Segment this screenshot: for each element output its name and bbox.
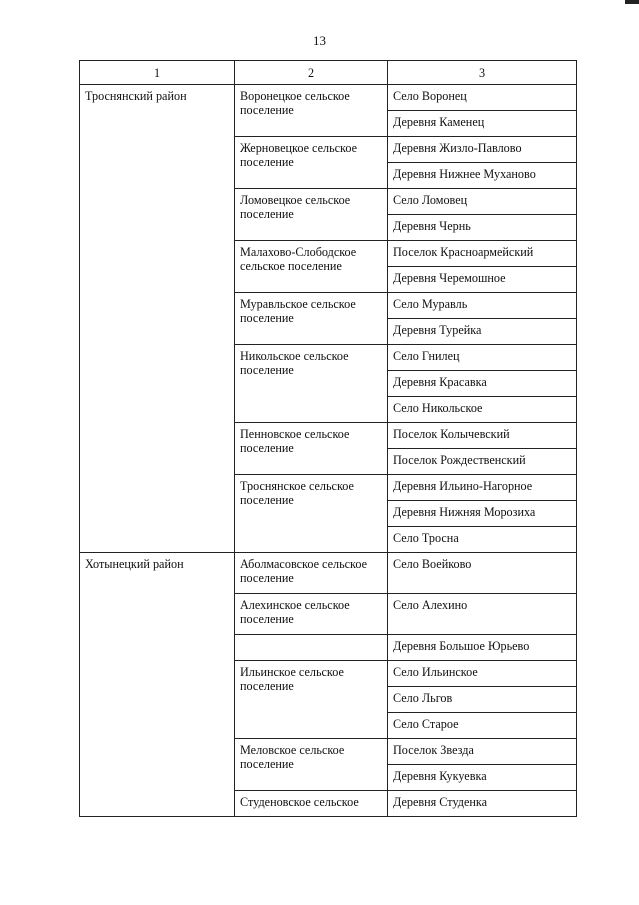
place-cell: [388, 371, 577, 397]
settlement-cell-text: Студеновское сельское: [240, 795, 359, 809]
settlement-cell: [235, 553, 388, 594]
column-header-2: 2: [235, 61, 388, 85]
place-cell-text: Село Муравль: [393, 297, 468, 311]
district-cell-text: Троснянский район: [85, 89, 187, 103]
place-cell: [388, 713, 577, 739]
settlement-cell: [235, 594, 388, 635]
place-cell-text: Поселок Рождественский: [393, 453, 526, 467]
settlement-cell: [235, 791, 388, 817]
settlement-cell: [235, 189, 388, 241]
place-cell-text: Село Старое: [393, 717, 459, 731]
settlement-cell: [235, 635, 388, 661]
settlement-cell-text: Малахово-Слободское сельское поселение: [240, 245, 357, 273]
place-cell-text: Деревня Каменец: [393, 115, 485, 129]
settlement-cell: [235, 475, 388, 553]
settlement-cell: [235, 423, 388, 475]
settlement-cell-text: Воронецкое сельское поселение: [240, 89, 350, 117]
place-cell: [388, 85, 577, 111]
place-cell-text: Село Тросна: [393, 531, 459, 545]
place-cell: [388, 241, 577, 267]
place-cell-text: Деревня Черемошное: [393, 271, 506, 285]
settlement-cell-text: Ломовецкое сельское поселение: [240, 193, 351, 221]
place-cell: [388, 501, 577, 527]
place-cell: [388, 293, 577, 319]
column-header-1: 1: [80, 61, 235, 85]
settlement-cell: [235, 293, 388, 345]
settlement-cell-text: Ильинское сельское поселение: [240, 665, 344, 693]
place-cell-text: Поселок Звезда: [393, 743, 474, 757]
place-cell: [388, 345, 577, 371]
place-cell: [388, 765, 577, 791]
settlement-cell-text: Пенновское сельское поселение: [240, 427, 350, 455]
place-cell-text: Село Льгов: [393, 691, 453, 705]
place-cell: [388, 319, 577, 345]
place-cell-text: Деревня Турейка: [393, 323, 482, 337]
place-cell: [388, 475, 577, 501]
place-cell: [388, 111, 577, 137]
place-cell: [388, 163, 577, 189]
table-row: [80, 85, 577, 111]
place-cell: [388, 594, 577, 635]
table-body: [80, 61, 577, 817]
settlements-table: [79, 60, 577, 817]
place-cell-text: Деревня Красавка: [393, 375, 487, 389]
settlement-cell: [235, 739, 388, 791]
place-cell-text: Село Никольское: [393, 401, 483, 415]
district-cell-text: Хотынецкий район: [85, 557, 184, 571]
place-cell: [388, 635, 577, 661]
settlement-cell: [235, 137, 388, 189]
place-cell-text: Село Гнилец: [393, 349, 460, 363]
settlement-cell-text: Меловское сельское поселение: [240, 743, 345, 771]
page-number: 13: [313, 33, 326, 48]
place-cell-text: Деревня Чернь: [393, 219, 471, 233]
place-cell: [388, 791, 577, 817]
place-cell: [388, 189, 577, 215]
table-row: [80, 553, 577, 594]
place-cell-text: Деревня Нижняя Морозиха: [393, 505, 536, 519]
place-cell: [388, 423, 577, 449]
settlement-cell-text: Муравльское сельское поселение: [240, 297, 356, 325]
settlement-cell-text: Троснянское сельское поселение: [240, 479, 354, 507]
settlement-cell-text: Аболмасовское сельское поселение: [240, 557, 368, 585]
settlement-cell: [235, 85, 388, 137]
place-cell: [388, 137, 577, 163]
settlement-cell-text: Жерновецкое сельское поселение: [240, 141, 358, 169]
settlement-cell: [235, 661, 388, 739]
table-header-row: [80, 61, 577, 85]
place-cell: [388, 215, 577, 241]
place-cell-text: Село Воронец: [393, 89, 467, 103]
place-cell-text: Деревня Ильино-Нагорное: [393, 479, 533, 493]
place-cell-text: Деревня Жизло-Павлово: [393, 141, 522, 155]
place-cell-text: Поселок Красноармейский: [393, 245, 534, 259]
district-cell: [80, 553, 235, 817]
place-cell-text: Деревня Студенка: [393, 795, 488, 809]
place-cell: [388, 397, 577, 423]
place-cell: [388, 267, 577, 293]
column-header-3: 3: [388, 61, 577, 85]
place-cell-text: Деревня Кукуевка: [393, 769, 487, 783]
place-cell: [388, 661, 577, 687]
settlement-cell-text: Алехинское сельское поселение: [240, 598, 350, 626]
district-cell: [80, 85, 235, 553]
place-cell: [388, 739, 577, 765]
settlement-cell-text: Никольское сельское поселение: [240, 349, 349, 377]
corner-mark: [625, 0, 639, 4]
place-cell: [388, 687, 577, 713]
place-cell: [388, 553, 577, 594]
place-cell-text: Село Ломовец: [393, 193, 468, 207]
place-cell-text: Село Алехино: [393, 598, 468, 612]
place-cell-text: Село Воейково: [393, 557, 472, 571]
settlement-cell: [235, 345, 388, 423]
settlement-cell: [235, 241, 388, 293]
place-cell: [388, 527, 577, 553]
place-cell-text: Деревня Нижнее Муханово: [393, 167, 536, 181]
place-cell-text: Село Ильинское: [393, 665, 478, 679]
place-cell: [388, 449, 577, 475]
place-cell-text: Деревня Большое Юрьево: [393, 639, 530, 653]
place-cell-text: Поселок Колычевский: [393, 427, 510, 441]
